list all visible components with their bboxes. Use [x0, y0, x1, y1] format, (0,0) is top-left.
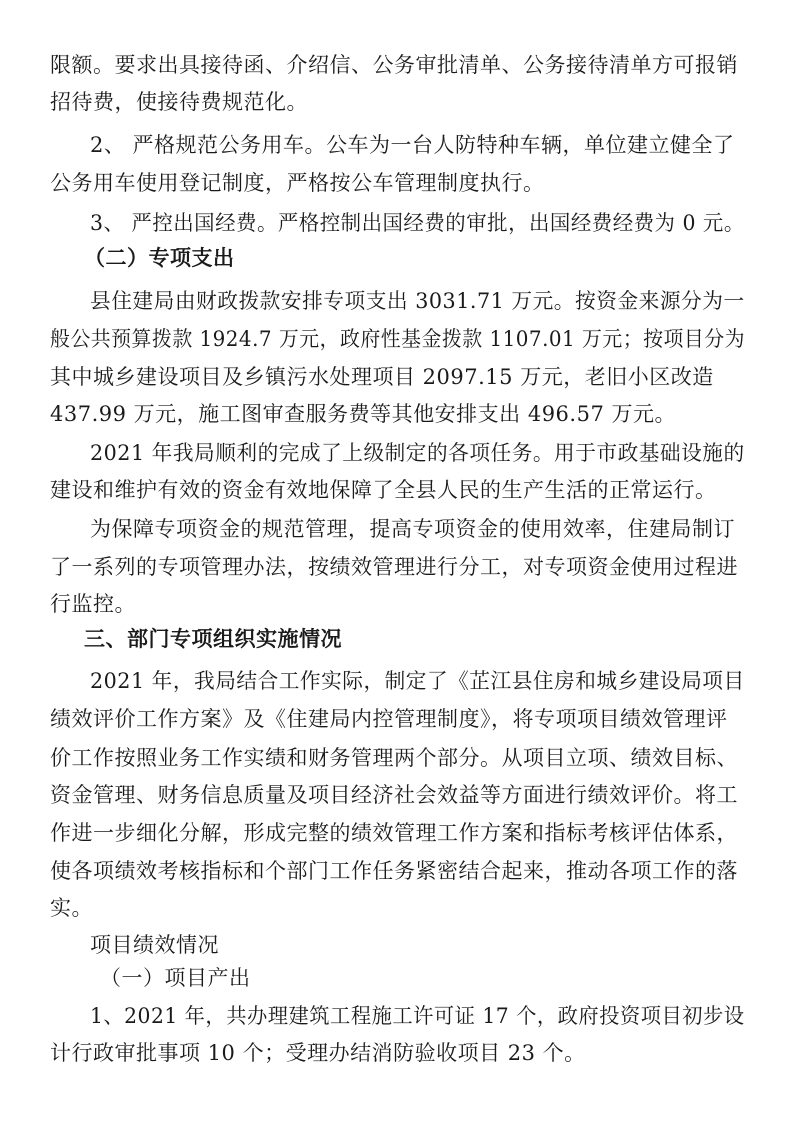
text-line: 3、 严控出国经费。严格控制出国经费的审批，出国经费经费为 0 元。	[90, 211, 745, 235]
text-line: 资金管理、财务信息质量及项目经济社会效益等方面进行绩效评价。将工	[50, 783, 738, 807]
text-line: 实。	[50, 896, 93, 920]
text-line: 县住建局由财政拨款安排专项支出 3031.71 万元。按资金来源分为一	[90, 289, 745, 313]
text-line: 了一系列的专项管理办法，按绩效管理进行分工，对专项资金使用过程进	[50, 555, 738, 579]
text-line: 般公共预算拨款 1924.7 万元，政府性基金拨款 1107.01 万元；按项目分为	[50, 327, 746, 351]
text-line: 使各项绩效考核指标和个部门工作任务紧密结合起来，推动各项工作的落	[50, 859, 738, 883]
text-line: 作进一步细化分解，形成完整的绩效管理工作方案和指标考核评估体系，	[50, 821, 738, 845]
text-line: 2、 严格规范公务用车。公车为一台人防特种车辆，单位建立健全了	[90, 133, 735, 157]
subsection-heading: （一）项目产出	[100, 966, 251, 990]
text-line: 限额。要求出具接待函、介绍信、公务审批清单、公务接待清单方可报销	[50, 53, 738, 77]
text-line: 2021 年我局顺利的完成了上级制定的各项任务。用于市政基础设施的	[90, 441, 745, 465]
text-line: 公务用车使用登记制度，严格按公车管理制度执行。	[50, 171, 545, 195]
text-line: 行监控。	[50, 592, 136, 616]
text-line: 1、2021 年，共办理建筑工程施工许可证 17 个，政府投资项目初步设	[90, 1004, 745, 1028]
text-line: 为保障专项资金的规范管理，提高专项资金的使用效率，住建局制订	[90, 517, 735, 541]
text-line: 招待费，使接待费规范化。	[50, 90, 308, 114]
text-line: 2021 年，我局结合工作实际，制定了《芷江县住房和城乡建设局项目	[90, 669, 745, 693]
text-line: 建设和维护有效的资金有效地保障了全县人民的生产生活的正常运行。	[50, 478, 717, 502]
text-line: 绩效评价工作方案》及《住建局内控管理制度》，将专项项目绩效管理评	[50, 707, 728, 731]
text-line: 价工作按照业务工作实绩和财务管理两个部分。从项目立项、绩效目标、	[50, 746, 738, 770]
subsection-heading: 项目绩效情况	[90, 933, 219, 957]
text-line: 其中城乡建设项目及乡镇污水处理项目 2097.15 万元，老旧小区改造	[50, 365, 714, 389]
text-line: 437.99 万元，施工图审查服务费等其他安排支出 496.57 万元。	[50, 402, 676, 426]
section-heading: 三、部门专项组织实施情况	[84, 626, 342, 651]
section-heading: （二）专项支出	[84, 245, 235, 270]
text-line: 计行政审批事项 10 个；受理办结消防验收项目 23 个。	[50, 1041, 586, 1065]
